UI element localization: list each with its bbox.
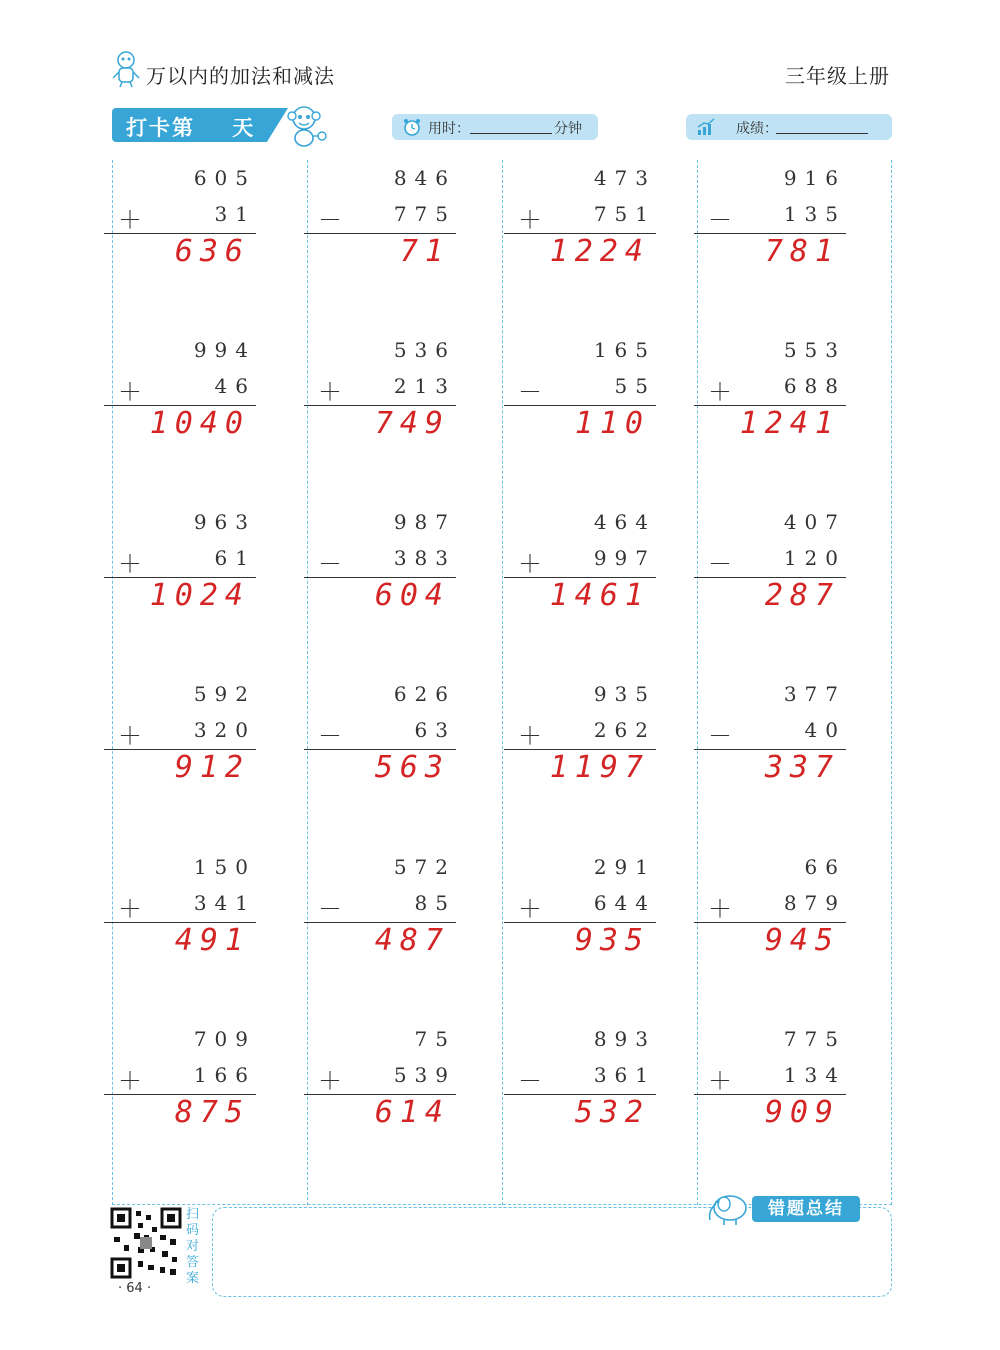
operator: ＋ xyxy=(708,895,732,923)
problem-13 xyxy=(96,682,256,812)
first-operand: 709 xyxy=(193,1027,256,1051)
first-operand: 935 xyxy=(593,682,656,706)
first-operand: 605 xyxy=(193,166,256,190)
first-operand: 473 xyxy=(593,166,656,190)
handwritten-answer: 749 xyxy=(374,406,450,441)
first-operand: 775 xyxy=(783,1027,846,1051)
problem-9 xyxy=(96,510,256,640)
first-operand: 916 xyxy=(783,166,846,190)
operator: － xyxy=(708,722,732,750)
mistake-summary-label: 错题总结 xyxy=(752,1196,860,1222)
sum-line xyxy=(504,405,656,406)
first-operand: 291 xyxy=(593,855,656,879)
first-operand: 75 xyxy=(414,1027,456,1051)
problem-8 xyxy=(686,338,846,468)
sum-line xyxy=(504,1094,656,1095)
page-number: · 64 · xyxy=(118,1281,152,1296)
first-operand: 626 xyxy=(393,682,456,706)
handwritten-answer: 875 xyxy=(174,1095,250,1130)
sum-line xyxy=(304,749,456,750)
sum-line xyxy=(694,577,846,578)
operator: ＋ xyxy=(518,895,542,923)
sum-line xyxy=(304,405,456,406)
handwritten-answer: 909 xyxy=(764,1095,840,1130)
operator: － xyxy=(318,206,342,234)
score-input-line[interactable] xyxy=(776,133,868,134)
problem-16 xyxy=(686,682,846,812)
handwritten-answer: 110 xyxy=(574,406,650,441)
second-operand: 135 xyxy=(783,202,846,226)
handwritten-answer: 614 xyxy=(374,1095,450,1130)
problem-23 xyxy=(496,1027,656,1157)
problem-21 xyxy=(96,1027,256,1157)
handwritten-answer: 563 xyxy=(374,750,450,785)
problem-11 xyxy=(496,510,656,640)
first-operand: 846 xyxy=(393,166,456,190)
operator: ＋ xyxy=(318,1067,342,1095)
time-label: 用时： xyxy=(428,121,470,137)
problem-18 xyxy=(296,855,456,985)
problem-3 xyxy=(496,166,656,296)
first-operand: 165 xyxy=(593,338,656,362)
book-title: 万以内的加法和减法 xyxy=(146,64,335,88)
grid-line xyxy=(891,160,892,1205)
problem-20 xyxy=(686,855,846,985)
problem-10 xyxy=(296,510,456,640)
sum-line xyxy=(104,233,256,234)
second-operand: 85 xyxy=(414,891,456,915)
operator: ＋ xyxy=(118,378,142,406)
sum-line xyxy=(694,749,846,750)
handwritten-answer: 1024 xyxy=(149,578,250,613)
handwritten-answer: 604 xyxy=(374,578,450,613)
score-box xyxy=(686,114,892,140)
sum-line xyxy=(694,233,846,234)
operator: ＋ xyxy=(518,722,542,750)
sum-line xyxy=(304,233,456,234)
sum-line xyxy=(304,577,456,578)
handwritten-answer: 487 xyxy=(374,923,450,958)
handwritten-answer: 935 xyxy=(574,923,650,958)
problem-4 xyxy=(686,166,846,296)
operator: － xyxy=(318,895,342,923)
problem-5 xyxy=(96,338,256,468)
first-operand: 66 xyxy=(804,855,846,879)
problem-17 xyxy=(96,855,256,985)
handwritten-answer: 491 xyxy=(174,923,250,958)
second-operand: 120 xyxy=(783,546,846,570)
qr-code-icon[interactable] xyxy=(110,1207,182,1279)
second-operand: 644 xyxy=(593,891,656,915)
sum-line xyxy=(504,577,656,578)
handwritten-answer: 1040 xyxy=(149,406,250,441)
first-operand: 150 xyxy=(193,855,256,879)
handwritten-answer: 1197 xyxy=(549,750,650,785)
problem-12 xyxy=(686,510,846,640)
handwritten-answer: 337 xyxy=(764,750,840,785)
operator: － xyxy=(318,722,342,750)
problem-15 xyxy=(496,682,656,812)
score-label: 成绩： xyxy=(736,121,778,137)
handwritten-answer: 912 xyxy=(174,750,250,785)
problem-6 xyxy=(296,338,456,468)
sum-line xyxy=(304,1094,456,1095)
first-operand: 407 xyxy=(783,510,846,534)
operator: ＋ xyxy=(518,550,542,578)
first-operand: 987 xyxy=(393,510,456,534)
checkin-banner xyxy=(112,108,312,142)
second-operand: 539 xyxy=(393,1063,456,1087)
second-operand: 751 xyxy=(593,202,656,226)
operator: ＋ xyxy=(518,206,542,234)
problem-14 xyxy=(296,682,456,812)
handwritten-answer: 532 xyxy=(574,1095,650,1130)
first-operand: 553 xyxy=(783,338,846,362)
sum-line xyxy=(694,405,846,406)
checkin-label: 打卡第 天 xyxy=(126,116,256,140)
second-operand: 213 xyxy=(393,374,456,398)
sum-line xyxy=(694,922,846,923)
second-operand: 688 xyxy=(783,374,846,398)
handwritten-answer: 636 xyxy=(174,234,250,269)
problem-1 xyxy=(96,166,256,296)
sum-line xyxy=(304,922,456,923)
time-box xyxy=(392,114,598,140)
handwritten-answer: 1461 xyxy=(549,578,650,613)
second-operand: 166 xyxy=(193,1063,256,1087)
handwritten-answer: 945 xyxy=(764,923,840,958)
problem-24 xyxy=(686,1027,846,1157)
elephant-icon xyxy=(704,1190,752,1226)
operator: － xyxy=(518,378,542,406)
sum-line xyxy=(104,405,256,406)
alarm-clock-icon xyxy=(402,117,422,137)
operator: ＋ xyxy=(118,722,142,750)
operator: ＋ xyxy=(708,378,732,406)
second-operand: 775 xyxy=(393,202,456,226)
handwritten-answer: 1241 xyxy=(739,406,840,441)
monkey-mascot-icon xyxy=(282,102,330,148)
handwritten-answer: 781 xyxy=(764,234,840,269)
operator: － xyxy=(708,206,732,234)
second-operand: 383 xyxy=(393,546,456,570)
problem-19 xyxy=(496,855,656,985)
operator: ＋ xyxy=(118,895,142,923)
second-operand: 40 xyxy=(804,718,846,742)
operator: ＋ xyxy=(318,378,342,406)
qr-caption: 扫码对答案 xyxy=(186,1207,200,1286)
handwritten-answer: 287 xyxy=(764,578,840,613)
sum-line xyxy=(504,749,656,750)
second-operand: 341 xyxy=(193,891,256,915)
bar-chart-icon xyxy=(696,117,716,137)
operator: ＋ xyxy=(118,550,142,578)
time-input-line[interactable] xyxy=(470,133,552,134)
second-operand: 55 xyxy=(614,374,656,398)
sum-line xyxy=(104,922,256,923)
second-operand: 361 xyxy=(593,1063,656,1087)
operator: ＋ xyxy=(708,1067,732,1095)
second-operand: 31 xyxy=(214,202,256,226)
second-operand: 61 xyxy=(214,546,256,570)
problem-7 xyxy=(496,338,656,468)
first-operand: 464 xyxy=(593,510,656,534)
sum-line xyxy=(504,233,656,234)
operator: ＋ xyxy=(118,206,142,234)
first-operand: 592 xyxy=(193,682,256,706)
second-operand: 46 xyxy=(214,374,256,398)
handwritten-answer: 71 xyxy=(399,234,450,269)
second-operand: 134 xyxy=(783,1063,846,1087)
operator: － xyxy=(518,1067,542,1095)
operator: － xyxy=(318,550,342,578)
first-operand: 536 xyxy=(393,338,456,362)
second-operand: 63 xyxy=(414,718,456,742)
sum-line xyxy=(504,922,656,923)
sum-line xyxy=(104,577,256,578)
first-operand: 994 xyxy=(193,338,256,362)
first-operand: 377 xyxy=(783,682,846,706)
second-operand: 997 xyxy=(593,546,656,570)
first-operand: 572 xyxy=(393,855,456,879)
problem-2 xyxy=(296,166,456,296)
second-operand: 320 xyxy=(193,718,256,742)
second-operand: 879 xyxy=(783,891,846,915)
sum-line xyxy=(104,1094,256,1095)
operator: ＋ xyxy=(118,1067,142,1095)
mascot-icon xyxy=(110,50,142,88)
handwritten-answer: 1224 xyxy=(549,234,650,269)
grade-label: 三年级上册 xyxy=(785,64,890,88)
time-unit: 分钟 xyxy=(554,121,582,137)
sum-line xyxy=(104,749,256,750)
problem-22 xyxy=(296,1027,456,1157)
second-operand: 262 xyxy=(593,718,656,742)
first-operand: 963 xyxy=(193,510,256,534)
sum-line xyxy=(694,1094,846,1095)
first-operand: 893 xyxy=(593,1027,656,1051)
operator: － xyxy=(708,550,732,578)
